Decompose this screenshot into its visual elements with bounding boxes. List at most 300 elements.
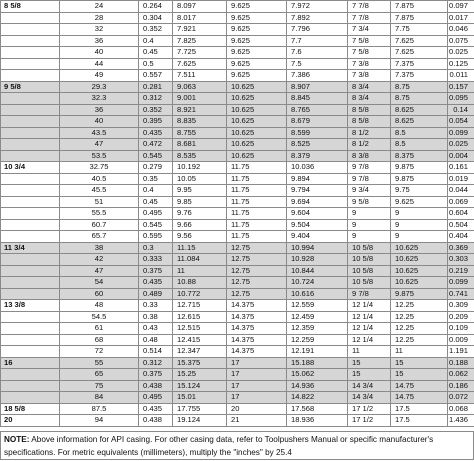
bit-size-fraction-cell: 9 [348,231,391,243]
inside-diameter-cell: 8.017 [173,12,227,24]
bit-size-decimal-cell: 9.875 [391,288,448,300]
table-row [1,334,474,346]
drift-diameter-cell: 8.765 [287,104,348,116]
clearance-cell: 0.068 [448,403,474,415]
wall-thickness-cell: 0.48 [139,334,173,346]
bit-size-fraction-cell: 8 5/8 [348,116,391,128]
clearance-cell: 0.741 [448,288,474,300]
drift-diameter-cell: 7.972 [287,1,348,13]
table-row [1,300,474,312]
inside-diameter-cell: 9.76 [173,208,227,220]
drift-diameter-cell: 7.386 [287,70,348,82]
bit-size-decimal-cell: 10.625 [391,254,448,266]
clearance-cell: 0.019 [448,173,474,185]
drift-diameter-cell: 7.796 [287,24,348,36]
bit-size-fraction-cell: 12 1/4 [348,311,391,323]
od-cell: 16 [1,357,60,369]
table-row [1,162,474,174]
wall-thickness-cell: 0.35 [139,173,173,185]
od-cell [1,139,60,151]
wall-thickness-cell: 0.312 [139,93,173,105]
table-row [1,139,474,151]
drift-diameter-cell: 15.062 [287,369,348,381]
clearance-cell: 0.109 [448,323,474,335]
weight-cell: 65.7 [60,231,139,243]
bit-size-fraction-cell: 10 5/8 [348,254,391,266]
weight-cell: 29.3 [60,81,139,93]
inside-diameter-cell: 8.681 [173,139,227,151]
weight-cell: 47 [60,139,139,151]
od-cell [1,70,60,82]
od-cell [1,47,60,59]
weight-cell: 72 [60,346,139,358]
bit-size-fraction-cell: 10 5/8 [348,277,391,289]
od-cell [1,24,60,36]
bit-size-decimal-cell: 14.75 [391,380,448,392]
clearance-cell: 0.369 [448,242,474,254]
clearance-cell: 0.046 [448,24,474,36]
bit-size-decimal-cell: 8.375 [391,150,448,162]
od-cell [1,93,60,105]
inside-diameter-cell: 9.95 [173,185,227,197]
wall-thickness-cell: 0.545 [139,219,173,231]
od-cell: 9 5/8 [1,81,60,93]
clearance-cell: 0.072 [448,392,474,404]
clearance-cell: 0.095 [448,93,474,105]
wall-thickness-cell: 0.3 [139,242,173,254]
wall-thickness-cell: 0.438 [139,415,173,427]
table-row [1,403,474,415]
wall-thickness-cell: 0.375 [139,369,173,381]
bit-size-fraction-cell: 9 [348,219,391,231]
od-cell [1,277,60,289]
wall-thickness-cell: 0.435 [139,127,173,139]
clearance-cell: 0.188 [448,357,474,369]
bit-size-decimal-cell: 14.75 [391,392,448,404]
bit-size-fraction-cell: 9 7/8 [348,288,391,300]
table-row [1,196,474,208]
wall-thickness-cell: 0.557 [139,70,173,82]
bit-size-decimal-cell: 8.625 [391,116,448,128]
clearance-cell: 0.044 [448,185,474,197]
table-row [1,12,474,24]
table-row [1,24,474,36]
od-cell [1,265,60,277]
bit-size-fraction-cell: 7 7/8 [348,12,391,24]
clearance-cell: 0.604 [448,208,474,220]
table-row [1,231,474,243]
coupling-od-cell: 11.75 [227,208,287,220]
bit-size-fraction-cell: 7 3/4 [348,24,391,36]
bit-size-decimal-cell: 12.25 [391,300,448,312]
od-cell: 20 [1,415,60,427]
od-cell: 18 5/8 [1,403,60,415]
bit-size-fraction-cell: 7 3/8 [348,70,391,82]
wall-thickness-cell: 0.438 [139,380,173,392]
bit-size-decimal-cell: 7.625 [391,47,448,59]
weight-cell: 42 [60,254,139,266]
inside-diameter-cell: 10.05 [173,173,227,185]
clearance-cell: 0.097 [448,1,474,13]
wall-thickness-cell: 0.395 [139,116,173,128]
table-row [1,127,474,139]
note-box [0,431,474,460]
bit-size-fraction-cell: 10 5/8 [348,265,391,277]
bit-size-fraction-cell: 17 1/2 [348,415,391,427]
coupling-od-cell: 11.75 [227,231,287,243]
bit-size-decimal-cell: 9.875 [391,173,448,185]
inside-diameter-cell: 15.124 [173,380,227,392]
wall-thickness-cell: 0.333 [139,254,173,266]
clearance-cell: 0.157 [448,81,474,93]
wall-thickness-cell: 0.5 [139,58,173,70]
weight-cell: 38 [60,242,139,254]
weight-cell: 94 [60,415,139,427]
weight-cell: 60.7 [60,219,139,231]
od-cell [1,208,60,220]
coupling-od-cell: 12.75 [227,265,287,277]
od-cell [1,12,60,24]
drift-diameter-cell: 9.694 [287,196,348,208]
weight-cell: 28 [60,12,139,24]
inside-diameter-cell: 8.097 [173,1,227,13]
bit-size-fraction-cell: 9 5/8 [348,196,391,208]
inside-diameter-cell: 10.88 [173,277,227,289]
coupling-od-cell: 11.75 [227,162,287,174]
clearance-cell: 0.125 [448,58,474,70]
coupling-od-cell: 12.75 [227,254,287,266]
od-cell [1,311,60,323]
bit-size-decimal-cell: 7.75 [391,24,448,36]
coupling-od-cell: 17 [227,392,287,404]
drift-diameter-cell: 10.844 [287,265,348,277]
wall-thickness-cell: 0.4 [139,185,173,197]
drift-diameter-cell: 8.525 [287,139,348,151]
table-row [1,81,474,93]
coupling-od-cell: 10.625 [227,104,287,116]
drift-diameter-cell: 8.379 [287,150,348,162]
coupling-od-cell: 10.625 [227,116,287,128]
coupling-od-cell: 14.375 [227,300,287,312]
wall-thickness-cell: 0.352 [139,24,173,36]
wall-thickness-cell: 0.352 [139,104,173,116]
bit-size-decimal-cell: 9.625 [391,196,448,208]
bit-size-decimal-cell: 11 [391,346,448,358]
coupling-od-cell: 21 [227,415,287,427]
bit-size-decimal-cell: 8.5 [391,139,448,151]
clearance-cell: 1.436 [448,415,474,427]
clearance-cell: 0.009 [448,334,474,346]
coupling-od-cell: 11.75 [227,219,287,231]
bit-size-fraction-cell: 8 3/4 [348,81,391,93]
weight-cell: 48 [60,300,139,312]
od-cell [1,104,60,116]
od-cell [1,219,60,231]
note-label: NOTE: [4,435,30,444]
clearance-cell: 0.303 [448,254,474,266]
bit-size-fraction-cell: 14 3/4 [348,380,391,392]
wall-thickness-cell: 0.545 [139,150,173,162]
wall-thickness-cell: 0.38 [139,311,173,323]
drift-diameter-cell: 7.6 [287,47,348,59]
coupling-od-cell: 14.375 [227,334,287,346]
coupling-od-cell: 9.625 [227,12,287,24]
clearance-cell: 0.504 [448,219,474,231]
wall-thickness-cell: 0.45 [139,47,173,59]
coupling-od-cell: 10.625 [227,139,287,151]
weight-cell: 40 [60,116,139,128]
weight-cell: 32 [60,24,139,36]
drift-diameter-cell: 10.724 [287,277,348,289]
weight-cell: 24 [60,1,139,13]
clearance-cell: 0.219 [448,265,474,277]
coupling-od-cell: 17 [227,357,287,369]
clearance-cell: 0.186 [448,380,474,392]
weight-cell: 36 [60,35,139,47]
weight-cell: 84 [60,392,139,404]
bit-size-fraction-cell: 9 7/8 [348,162,391,174]
wall-thickness-cell: 0.514 [139,346,173,358]
note-text: Above information for API casing. For other casing data, refer to Toolpushers Manual or specific manufacturer's specifications. For metric equivalents (millimeters), multiply the "inches" by 25.4 [4,435,434,457]
clearance-cell: 0.054 [448,116,474,128]
drift-diameter-cell: 12.359 [287,323,348,335]
table-row [1,185,474,197]
wall-thickness-cell: 0.495 [139,392,173,404]
coupling-od-cell: 10.625 [227,150,287,162]
coupling-od-cell: 17 [227,369,287,381]
clearance-cell: 0.025 [448,47,474,59]
bit-size-fraction-cell: 7 5/8 [348,47,391,59]
wall-thickness-cell: 0.435 [139,403,173,415]
inside-diameter-cell: 12.515 [173,323,227,335]
drift-diameter-cell: 10.036 [287,162,348,174]
drift-diameter-cell: 7.5 [287,58,348,70]
inside-diameter-cell: 8.835 [173,116,227,128]
weight-cell: 40.5 [60,173,139,185]
bit-size-fraction-cell: 7 7/8 [348,1,391,13]
weight-cell: 65 [60,369,139,381]
coupling-od-cell: 9.625 [227,24,287,36]
drift-diameter-cell: 10.928 [287,254,348,266]
coupling-od-cell: 9.625 [227,35,287,47]
inside-diameter-cell: 9.063 [173,81,227,93]
coupling-od-cell: 11.75 [227,185,287,197]
coupling-od-cell: 14.375 [227,311,287,323]
bit-size-fraction-cell: 8 1/2 [348,127,391,139]
clearance-cell: 0.161 [448,162,474,174]
od-cell [1,231,60,243]
drift-diameter-cell: 9.794 [287,185,348,197]
drift-diameter-cell: 8.679 [287,116,348,128]
bit-size-fraction-cell: 14 3/4 [348,392,391,404]
weight-cell: 68 [60,334,139,346]
coupling-od-cell: 14.375 [227,323,287,335]
od-cell [1,58,60,70]
bit-size-decimal-cell: 7.875 [391,12,448,24]
bit-size-decimal-cell: 9.875 [391,162,448,174]
od-cell [1,346,60,358]
drift-diameter-cell: 10.994 [287,242,348,254]
table-row [1,104,474,116]
coupling-od-cell: 14.375 [227,346,287,358]
wall-thickness-cell: 0.489 [139,288,173,300]
inside-diameter-cell: 11 [173,265,227,277]
od-cell [1,150,60,162]
inside-diameter-cell: 8.535 [173,150,227,162]
table-row [1,357,474,369]
od-cell [1,254,60,266]
od-cell [1,334,60,346]
coupling-od-cell: 10.625 [227,127,287,139]
weight-cell: 49 [60,70,139,82]
table-row [1,254,474,266]
table-row [1,70,474,82]
inside-diameter-cell: 7.511 [173,70,227,82]
bit-size-fraction-cell: 9 [348,208,391,220]
wall-thickness-cell: 0.304 [139,12,173,24]
clearance-cell: 0.209 [448,311,474,323]
weight-cell: 54 [60,277,139,289]
coupling-od-cell: 20 [227,403,287,415]
wall-thickness-cell: 0.264 [139,1,173,13]
weight-cell: 55.5 [60,208,139,220]
bit-size-decimal-cell: 15 [391,357,448,369]
bit-size-fraction-cell: 8 1/2 [348,139,391,151]
bit-size-fraction-cell: 7 3/8 [348,58,391,70]
inside-diameter-cell: 11.15 [173,242,227,254]
clearance-cell: 0.062 [448,369,474,381]
drift-diameter-cell: 14.936 [287,380,348,392]
weight-cell: 47 [60,265,139,277]
drift-diameter-cell: 12.459 [287,311,348,323]
weight-cell: 32.75 [60,162,139,174]
bit-size-fraction-cell: 12 1/4 [348,323,391,335]
bit-size-fraction-cell: 10 5/8 [348,242,391,254]
bit-size-decimal-cell: 7.875 [391,1,448,13]
od-cell [1,392,60,404]
inside-diameter-cell: 9.66 [173,219,227,231]
bit-size-decimal-cell: 17.5 [391,415,448,427]
table-row [1,323,474,335]
inside-diameter-cell: 10.772 [173,288,227,300]
coupling-od-cell: 17 [227,380,287,392]
drift-diameter-cell: 12.191 [287,346,348,358]
inside-diameter-cell: 19.124 [173,415,227,427]
weight-cell: 53.5 [60,150,139,162]
table-row [1,1,474,13]
clearance-cell: 0.099 [448,127,474,139]
table-row [1,392,474,404]
table-row [1,415,474,427]
clearance-cell: 0.017 [448,12,474,24]
table-row [1,242,474,254]
bit-size-fraction-cell: 15 [348,357,391,369]
od-cell [1,380,60,392]
bit-size-fraction-cell: 7 5/8 [348,35,391,47]
clearance-cell: 0.011 [448,70,474,82]
coupling-od-cell: 12.75 [227,242,287,254]
bit-size-decimal-cell: 10.625 [391,242,448,254]
drift-diameter-cell: 9.404 [287,231,348,243]
bit-size-fraction-cell: 9 7/8 [348,173,391,185]
drift-diameter-cell: 15.188 [287,357,348,369]
coupling-od-cell: 10.625 [227,93,287,105]
od-cell: 8 5/8 [1,1,60,13]
drift-diameter-cell: 7.7 [287,35,348,47]
coupling-od-cell: 11.75 [227,196,287,208]
inside-diameter-cell: 15.375 [173,357,227,369]
od-cell: 11 3/4 [1,242,60,254]
od-cell [1,196,60,208]
coupling-od-cell: 9.625 [227,1,287,13]
clearance-cell: 0.404 [448,231,474,243]
drift-diameter-cell: 8.599 [287,127,348,139]
bit-size-fraction-cell: 11 [348,346,391,358]
inside-diameter-cell: 7.825 [173,35,227,47]
bit-size-fraction-cell: 15 [348,369,391,381]
drift-diameter-cell: 12.259 [287,334,348,346]
drift-diameter-cell: 8.845 [287,93,348,105]
od-cell [1,116,60,128]
bit-size-decimal-cell: 9 [391,219,448,231]
bit-size-decimal-cell: 10.625 [391,277,448,289]
bit-size-fraction-cell: 12 1/4 [348,300,391,312]
bit-size-decimal-cell: 8.75 [391,93,448,105]
table-row [1,35,474,47]
bit-size-decimal-cell: 12.25 [391,323,448,335]
wall-thickness-cell: 0.33 [139,300,173,312]
inside-diameter-cell: 8.921 [173,104,227,116]
inside-diameter-cell: 15.01 [173,392,227,404]
inside-diameter-cell: 15.25 [173,369,227,381]
od-cell [1,185,60,197]
table-body [1,1,474,427]
table-row [1,150,474,162]
coupling-od-cell: 10.625 [227,81,287,93]
bit-size-decimal-cell: 17.5 [391,403,448,415]
weight-cell: 44 [60,58,139,70]
bit-size-fraction-cell: 12 1/4 [348,334,391,346]
table-row [1,380,474,392]
clearance-cell: 0.099 [448,277,474,289]
bit-size-decimal-cell: 8.5 [391,127,448,139]
inside-diameter-cell: 17.755 [173,403,227,415]
od-cell [1,323,60,335]
inside-diameter-cell: 12.615 [173,311,227,323]
weight-cell: 32.3 [60,93,139,105]
inside-diameter-cell: 12.715 [173,300,227,312]
bit-size-decimal-cell: 7.625 [391,35,448,47]
weight-cell: 54.5 [60,311,139,323]
bit-size-decimal-cell: 12.25 [391,311,448,323]
bit-size-decimal-cell: 9 [391,208,448,220]
drift-diameter-cell: 8.907 [287,81,348,93]
table-row [1,219,474,231]
weight-cell: 40 [60,47,139,59]
clearance-cell: 0.069 [448,196,474,208]
wall-thickness-cell: 0.472 [139,139,173,151]
bit-size-decimal-cell: 7.375 [391,70,448,82]
clearance-cell: 1.191 [448,346,474,358]
drift-diameter-cell: 12.559 [287,300,348,312]
weight-cell: 51 [60,196,139,208]
bit-size-decimal-cell: 9.75 [391,185,448,197]
clearance-cell: 0.004 [448,150,474,162]
table-row [1,311,474,323]
drift-diameter-cell: 9.604 [287,208,348,220]
weight-cell: 61 [60,323,139,335]
wall-thickness-cell: 0.279 [139,162,173,174]
